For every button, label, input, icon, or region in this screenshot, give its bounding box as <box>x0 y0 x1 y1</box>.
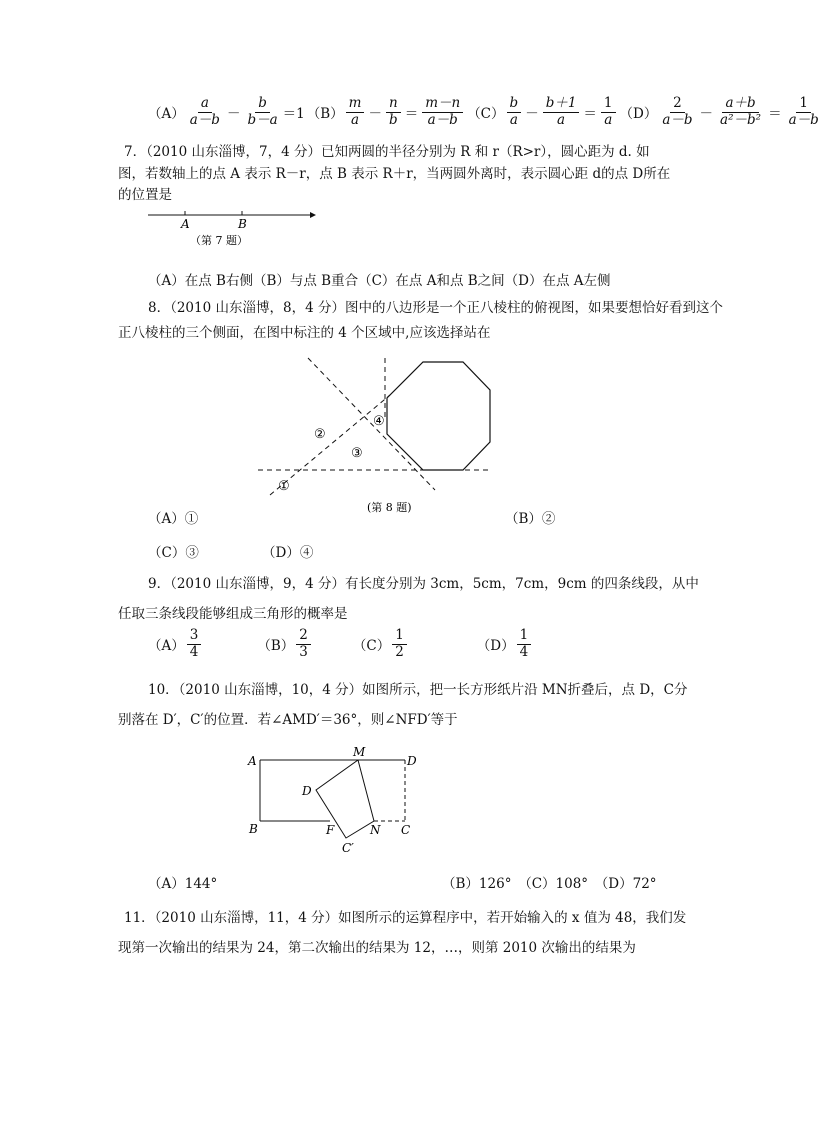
region-1-label: ① <box>278 479 290 494</box>
q7-options: （A）在点 B右侧（B）与点 B重合（C）在点 A和点 B之间（D）在点 A左侧 <box>148 273 611 289</box>
q9-option-b-label: （B） <box>257 638 295 655</box>
label-M: M <box>353 745 366 759</box>
folded-quadrilateral <box>316 760 374 838</box>
q6-d-minus: － <box>699 106 714 123</box>
q6-d-frac3: $\frac{1}{a-b}$ <box>788 95 819 128</box>
label-B: B <box>249 822 258 836</box>
q8-text-line2: 正八棱柱的三个侧面，在图中标注的 4 个区域中,应该选择站在 <box>118 325 491 341</box>
q6-option-c-label: （C） <box>467 106 505 123</box>
q8-text-line1: 8．（2010 山东淄博，8，4 分）图中的八边形是一个正八棱柱的俯视图，如果要想恰好看到这个 <box>148 300 723 316</box>
q10-text-line2: 别落在 D′，C′的位置．若∠AMD′＝36°，则∠NFD′等于 <box>118 712 458 728</box>
q6-b-minus: － <box>368 106 382 123</box>
q11-text-line1: 11．（2010 山东淄博，11，4 分）如图所示的运算程序中，若开始输入的 x 值为 48，我们发 <box>124 910 687 926</box>
point-b-label: B <box>238 217 247 231</box>
q6-a-minus: － <box>226 106 241 123</box>
q10-options-bcd: （B）126° （C）108° （D）72° <box>442 876 657 892</box>
q7-text-line3: 的位置是 <box>118 187 172 203</box>
q6-options-row <box>148 96 824 128</box>
q6-option-d-label: （D） <box>619 106 658 123</box>
q8-octagon-figure <box>250 350 500 520</box>
q6-b-eq: ＝ <box>404 106 419 123</box>
label-C: C <box>401 823 411 837</box>
region-4-label: ④ <box>373 414 385 429</box>
q6-c-minus: － <box>525 106 539 123</box>
q6-d-frac1: $\frac{2}{a-b}$ <box>662 95 693 128</box>
q9-option-c-frac: $\frac{1}{2}$ <box>392 628 407 660</box>
q7-figure-caption: （第 7 题） <box>190 234 248 247</box>
label-A: A <box>248 754 257 768</box>
label-D-prime: D <box>302 784 312 798</box>
label-D: D <box>407 754 417 768</box>
dashed-line-diagonal-down <box>308 358 435 490</box>
number-line-arrow-icon <box>310 212 316 218</box>
label-C-prime: C′ <box>342 841 354 855</box>
q6-b-frac2: $\frac{n}{b}$ <box>386 96 401 128</box>
q6-c-eq: ＝ <box>583 106 597 123</box>
q7-number-line-figure <box>140 204 330 254</box>
q6-d-eq: ＝ <box>768 106 782 123</box>
q6-a-rhs: ＝1 <box>282 106 305 123</box>
q9-option-a-frac: $\frac{3}{4}$ <box>187 628 202 660</box>
q9-options-row <box>148 628 533 660</box>
q9-option-c-label: （C） <box>352 638 391 655</box>
q9-text-line2: 任取三条线段能够组成三角形的概率是 <box>118 606 348 622</box>
q8-option-d: （D）④ <box>262 545 314 561</box>
q6-option-b-label: （B） <box>306 106 344 123</box>
point-a-label: A <box>181 217 190 231</box>
q6-c-frac2: $\frac{b+1}{a}$ <box>543 96 580 128</box>
region-2-label: ② <box>314 427 326 442</box>
q6-a-frac2: $\frac{b}{b-a}$ <box>247 95 278 128</box>
q8-option-c: （C）③ <box>148 545 199 561</box>
q9-option-b-frac: $\frac{2}{3}$ <box>296 628 311 660</box>
q10-option-a: （A）144° <box>148 876 218 892</box>
q6-b-frac3: $\frac{m-n}{a-b}$ <box>422 96 463 128</box>
label-N: N <box>370 823 381 837</box>
q10-folded-rectangle-figure <box>240 745 430 855</box>
region-3-label: ③ <box>351 446 363 461</box>
q7-text-line2: 图，若数轴上的点 A 表示 R－r，点 B 表示 R＋r，当两圆外离时，表示圆心距 d的点 D所在 <box>118 166 671 182</box>
q6-a-frac1: $\frac{a}{a-b}$ <box>189 95 220 128</box>
q9-text-line1: 9．（2010 山东淄博，9，4 分）有长度分别为 3cm，5cm，7cm，9cm 的四条线段，从中 <box>148 576 699 592</box>
q6-c-frac1: $\frac{b}{a}$ <box>507 96 522 128</box>
q6-c-frac3: $\frac{1}{a}$ <box>601 96 616 128</box>
q6-d-frac2: $\frac{a+b}{\text{a²－b²}}$ <box>720 95 762 128</box>
q9-option-d-frac: $\frac{1}{4}$ <box>517 628 532 660</box>
q10-text-line1: 10．（2010 山东淄博，10，4 分）如图所示，把一长方形纸片沿 MN折叠后，点 D，C分 <box>148 682 688 698</box>
q8-option-a: （A）① <box>148 511 199 527</box>
q8-figure-caption: (第 8 题) <box>367 501 412 514</box>
q6-option-a-label: （A） <box>148 106 185 123</box>
q11-text-line2: 现第一次输出的结果为 24，第二次输出的结果为 12，…，则第 2010 次输出的结果为 <box>118 940 636 956</box>
octagon-shape <box>387 362 490 470</box>
q9-option-a-label: （A） <box>148 638 185 655</box>
q7-text-line1: 7．（2010 山东淄博，7，4 分）已知两圆的半径分别为 R 和 r（R>r），圆心距为 d. 如 <box>124 144 650 160</box>
q9-option-d-label: （D） <box>476 638 515 655</box>
label-F: F <box>326 823 335 837</box>
q6-b-frac1: $\frac{m}{a}$ <box>346 96 365 128</box>
q8-option-b: （B）② <box>505 511 556 527</box>
